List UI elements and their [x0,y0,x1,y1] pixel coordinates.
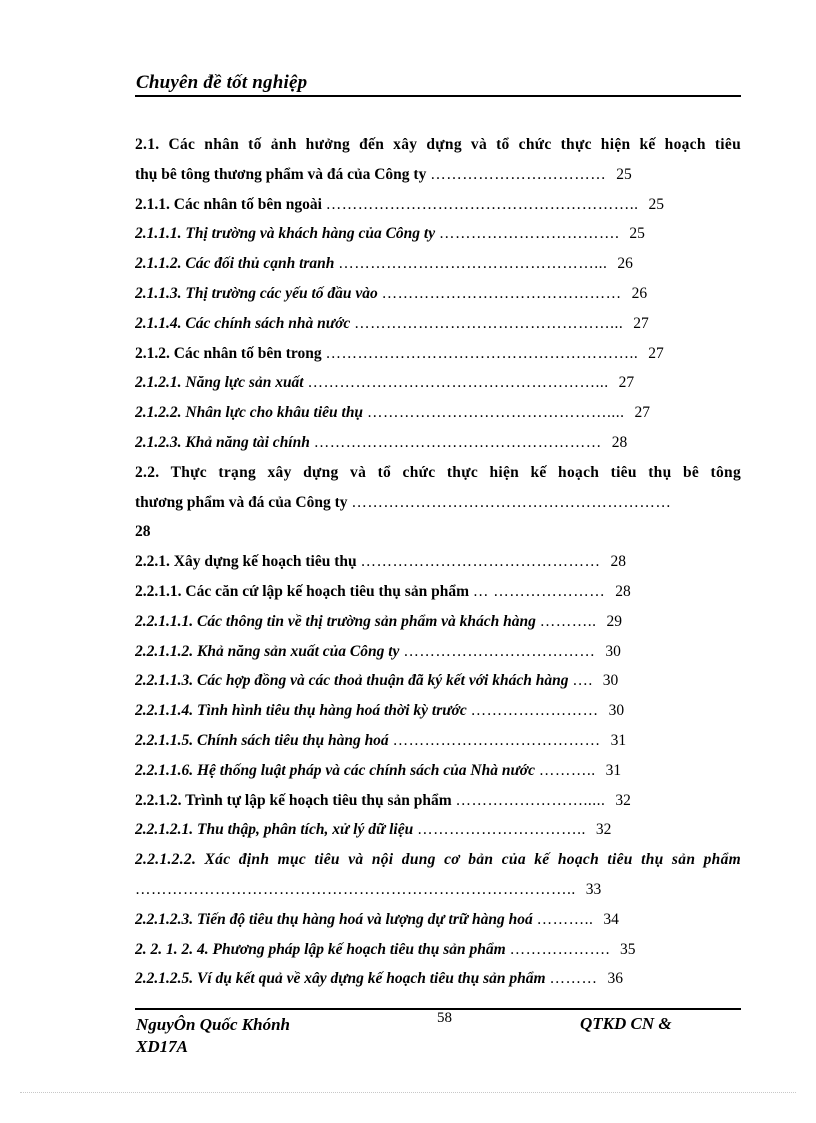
toc-entry-leader: ………………………………………………... [307,374,609,392]
toc-entry-page: 30 [602,672,619,690]
toc-entry [135,368,741,398]
toc-entry [135,488,741,518]
toc-entry-title: 2.1.2. Các nhân tố bên trong [135,344,322,362]
toc-entry [135,905,741,935]
toc-entry-leader: …………………………… [430,165,607,183]
toc-entry-title: 2.2.1.1.3. Các hợp đồng và các thoả thuận đã ký kết với khách hàng [135,672,569,690]
toc-entry [135,309,741,339]
toc-entry-page: 34 [603,910,619,928]
toc-entry-page: 25 [648,195,665,213]
toc-entry-leader: ……….. [536,910,594,928]
toc-entry-title: thương phẩm và đá của Công ty [135,493,348,511]
toc-entry [135,398,741,428]
footer-author-class: XD17A [136,1037,188,1056]
toc-entry-page: 36 [607,970,623,988]
toc-entry [135,756,741,786]
toc-entry-title: thụ bê tông thương phẩm và đá của Công ty [135,165,427,183]
toc-entry [135,279,741,309]
toc-entry-title: 2.1.1.3. Thị trường các yếu tố đầu vào [135,284,378,302]
toc-entry-leader: …………………………………………... [354,314,624,332]
toc-entry-title: 2.2.1.2.1. Thu thập, phân tích, xử lý dữ liệu [135,821,414,839]
toc-entry-title: 2.2.1.2.2. Xác định mục tiêu và nội dung cơ bản của kế hoạch tiêu thụ sản phẩm [135,851,741,869]
toc-entry-title: 2.2.1.2. Trình tự lập kế hoạch tiêu thụ sản phẩm [135,791,452,809]
toc-entry [135,935,741,965]
toc-entry-leader: ………………. [509,940,610,958]
table-of-contents [135,130,741,994]
toc-entry-leader: ……………………………………….... [366,404,625,422]
toc-entry-page: 26 [617,255,633,273]
toc-entry [135,786,741,816]
toc-entry-page: 25 [616,165,632,183]
toc-entry-title: 2.2.1.1.1. Các thông tin về thị trường sản phẩm và khách hàng [135,612,536,630]
toc-entry-page: 32 [595,821,612,839]
toc-entry [135,607,741,637]
toc-entry-leader: ………………………….. [417,821,586,839]
toc-entry-page: 31 [610,731,627,749]
toc-entry-title: 2.2.1.1.4. Tình hình tiêu thụ hàng hoá thời kỳ trước [135,702,467,720]
toc-entry [135,249,741,279]
page-number: 58 [437,1010,452,1026]
footer-author-name: NguyÔn Quốc Khónh [136,1015,290,1034]
toc-entry-leader: ……………………………………………………………………….. [135,880,576,898]
toc-entry-title: 2.1. Các nhân tố ảnh hưởng đến xây dựng và tổ chức thực hiện kế hoạch tiêu [135,136,741,153]
toc-entry [135,637,741,667]
toc-entry-page: 29 [606,612,622,630]
toc-entry [135,875,741,905]
toc-entry-page: 27 [618,374,635,392]
toc-entry-page: 27 [648,344,664,362]
toc-entry [135,219,741,249]
toc-entry-leader: ………………………………………………….. [325,195,639,213]
header-rule [135,95,741,97]
toc-entry-title: 2.2.1.2.5. Ví dụ kết quả về xây dựng kế hoạch tiêu thụ sản phẩm [135,970,546,988]
toc-entry-title: 2.2.1.1.5. Chính sách tiêu thụ hàng hoá [135,731,389,749]
toc-entry-title: 2.1.2.2. Nhân lực cho khâu tiêu thụ [135,404,364,422]
toc-entry-title: 2.2.1.1. Các căn cứ lập kế hoạch tiêu thụ sản phẩm [135,582,469,600]
toc-entry-page: 25 [629,225,645,243]
toc-entry-leader: ……………………………………… [381,284,622,302]
footer-author [136,1014,290,1058]
toc-entry-title: 2.1.1.1. Thị trường và khách hàng của Công ty [135,225,436,243]
toc-entry-title: 2.1.2.1. Năng lực sản xuất [135,374,304,392]
toc-entry-page: 27 [633,314,649,332]
toc-entry-title: 28 [135,523,151,541]
toc-entry [135,547,741,577]
toc-entry-leader: ……………………………………………… [313,433,602,451]
toc-entry [135,339,741,369]
toc-entry-leader: … ………………… [472,582,606,600]
toc-entry-leader: ………………………………………………….. [325,344,639,362]
toc-entry-leader: …………………………………………………… [351,493,672,511]
toc-entry-title: 2.1.1.4. Các chính sách nhà nước [135,314,351,332]
toc-entry-page: 33 [585,880,602,898]
toc-entry-title: 2.2.1.1.6. Hệ thống luật pháp và các chính sách của Nhà nước [135,761,535,779]
toc-entry-page: 30 [608,702,625,720]
toc-entry-leader: ……………………………. [438,225,620,243]
toc-entry [135,428,741,458]
toc-entry [135,130,741,160]
toc-entry-title: 2.2.1. Xây dựng kế hoạch tiêu thụ [135,553,357,571]
toc-entry [135,726,741,756]
toc-entry-title: 2.1.2.3. Khả năng tài chính [135,433,310,451]
toc-entry-leader: ………………………………… [392,731,601,749]
toc-entry-title: 2. 2. 1. 2. 4. Phương pháp lập kế hoạch tiêu thụ sản phẩm [135,940,506,958]
header-title: Chuyên đề tốt nghiệp [136,72,308,93]
toc-entry [135,190,741,220]
toc-entry [135,696,741,726]
toc-entry-leader: ……….. [539,612,597,630]
toc-entry-leader: …………………… [470,702,599,720]
toc-entry [135,458,741,488]
toc-entry-leader: …. [572,672,593,690]
toc-entry [135,964,741,994]
toc-entry [135,160,741,190]
toc-entry-leader: …………………………………………... [338,255,608,273]
toc-entry-leader: ……………………..... [455,791,606,809]
toc-entry-page: 35 [619,940,636,958]
toc-entry-page: 26 [631,284,648,302]
toc-entry-title: 2.2.1.2.3. Tiến độ tiêu thụ hàng hoá và lượng dự trữ hàng hoá [135,910,533,928]
toc-entry-page: 28 [615,582,631,600]
toc-entry-title: 2.1.1.2. Các đối thủ cạnh tranh [135,255,335,273]
toc-entry-leader: ……… [549,970,598,988]
toc-entry-title: 2.1.1. Các nhân tố bên ngoài [135,195,322,213]
toc-entry-page: 28 [610,553,626,571]
toc-entry-title: 2.2. Thực trạng xây dựng và tổ chức thực hiện kế hoạch tiêu thụ bê tông [135,463,741,481]
toc-entry-page: 30 [605,642,621,660]
toc-entry-page: 31 [605,761,622,779]
toc-entry-title: 2.2.1.1.2. Khả năng sản xuất của Công ty [135,642,400,660]
footer-class-code: QTKD CN & [580,1014,672,1033]
toc-entry [135,577,741,607]
toc-entry [135,815,741,845]
toc-entry [135,845,741,875]
toc-entry-page: 28 [611,433,628,451]
page-bottom-divider [20,1092,796,1093]
toc-entry-page: 32 [615,791,631,809]
toc-entry-leader: ……………………………………… [360,553,601,571]
toc-entry-page: 27 [634,404,650,422]
toc-entry [135,517,741,547]
toc-entry-leader: ……….. [538,761,596,779]
toc-entry-leader: ……………………………… [403,642,596,660]
toc-entry [135,666,741,696]
